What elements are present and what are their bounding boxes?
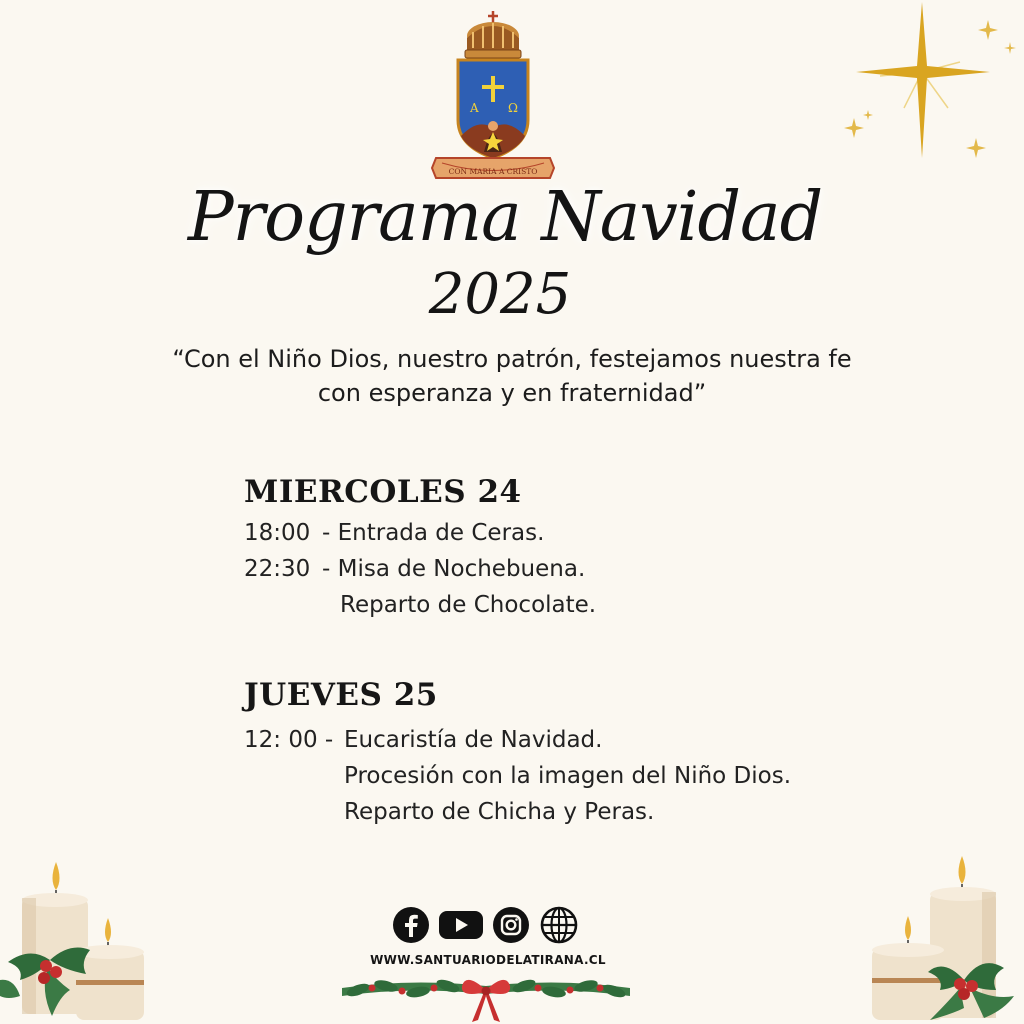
instagram-icon[interactable] [492, 906, 530, 944]
small-star-icon [978, 20, 998, 40]
small-star-icon [863, 110, 873, 120]
event-description: Reparto de Chocolate. [340, 592, 597, 618]
page-title-year: 2025 [428, 262, 572, 327]
day-heading-wednesday: MIERCOLES 24 [244, 474, 522, 510]
quote [0, 342, 1024, 410]
event-description: - Entrada de Ceras. [322, 520, 545, 546]
svg-text:CON MARIA A CRISTO: CON MARIA A CRISTO [448, 167, 538, 176]
event-description: - Misa de Nochebuena. [322, 556, 586, 582]
holly-garland-decoration [338, 966, 634, 1024]
star-icon [856, 2, 990, 158]
sanctuary-crest-logo [428, 8, 558, 184]
event-description: Eucaristía de Navidad. [344, 727, 603, 753]
event-time: 22:30 [244, 556, 311, 582]
page-title: Programa Navidad [187, 178, 823, 257]
event-description: Procesión con la imagen del Niño Dios. [344, 763, 792, 789]
motto-ribbon [432, 158, 554, 178]
website-link[interactable]: WWW.SANTUARIODELATIRANA.CL [370, 953, 606, 967]
youtube-icon[interactable] [438, 906, 484, 944]
small-star-icon [966, 138, 986, 158]
event-description: Reparto de Chicha y Peras. [344, 799, 655, 825]
day-heading-thursday: JUEVES 25 [244, 677, 438, 713]
quote-line: “Con el Niño Dios, nuestro patrón, festejamos nuestra fe [172, 345, 852, 373]
svg-text:A: A [470, 101, 479, 115]
facebook-icon[interactable] [392, 906, 430, 944]
shield-icon [458, 60, 528, 158]
svg-text:Ω: Ω [508, 101, 518, 115]
social-links [392, 906, 582, 950]
small-star-icon [844, 118, 864, 138]
event-time: 18:00 [244, 520, 311, 546]
small-star-icon [1004, 42, 1016, 54]
event-time: 12: 00 - [244, 727, 334, 753]
crown-icon [465, 11, 521, 58]
candles-decoration-right [864, 850, 1024, 1024]
candles-decoration-left [0, 850, 160, 1024]
sparkle-stars-decoration [840, 0, 1024, 170]
quote-line: con esperanza y en fraternidad” [317, 379, 707, 407]
globe-icon[interactable] [540, 906, 578, 944]
